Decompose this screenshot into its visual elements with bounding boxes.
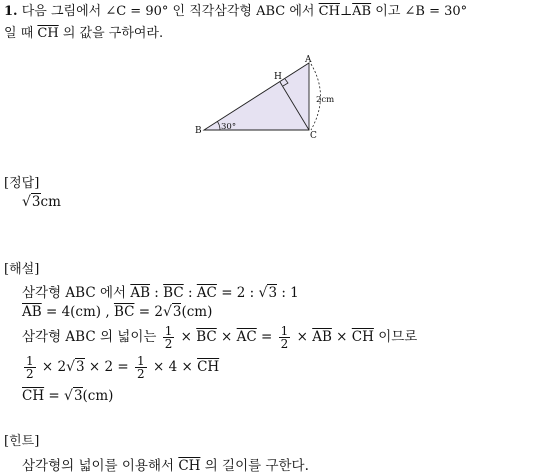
segment-ac: $\overline{AC}$ bbox=[236, 329, 257, 345]
sqrt: √3 bbox=[64, 388, 83, 404]
solution-line-1: 삼각형 ABC 에서 $\overline{AB}$ : $\overline{BC}$ : $\overline{AC} = 2$ : √3 : 1 bbox=[22, 285, 299, 301]
segment-ch: $\overline{CH}$ bbox=[318, 4, 340, 19]
segment-ab: $\overline{AB}$ bbox=[22, 304, 42, 320]
solution-line-5: $\overline{CH} = √3(cm)$ bbox=[22, 388, 114, 404]
segment-ch: $\overline{CH}$ bbox=[197, 359, 220, 375]
angle-label-30: 30° bbox=[221, 122, 237, 132]
problem-number: 1. bbox=[4, 4, 18, 19]
segment-ch: $\overline{CH}$ bbox=[178, 458, 201, 474]
segment-ab: $\overline{AB}$ bbox=[312, 329, 332, 345]
solution-line-3: 삼각형 ABC 의 넓이는 $\frac{1}{2}$ × $\overline{BC} \times \overline{AC}$ = $\frac{1}{2}$ × $\overline{AB} \times \overline{CH}$ 이므로 bbox=[22, 324, 418, 351]
segment-ac: $\overline{AC}$ bbox=[196, 285, 217, 301]
answer-heading: [정답] bbox=[4, 176, 40, 191]
sqrt: √3 bbox=[66, 359, 85, 375]
segment-ab: $\overline{AB}$ bbox=[352, 4, 372, 19]
answer-unit: cm bbox=[40, 194, 61, 210]
triangle-figure bbox=[190, 55, 350, 145]
fraction-half: $\frac{1}{2}$ bbox=[164, 324, 173, 351]
vertex-label-h: H bbox=[274, 72, 282, 82]
vertex-label-c: C bbox=[310, 131, 317, 141]
problem-text-1b: 이고 ∠B = 30° bbox=[371, 4, 468, 19]
hint-heading: [힌트] bbox=[4, 434, 40, 449]
problem-text-2b: 의 값을 구하여라. bbox=[58, 26, 164, 41]
side-label-2cm: 2cm bbox=[316, 95, 335, 105]
problem-text-1a: 다음 그림에서 ∠C = 90° 인 직각삼각형 ABC 에서 bbox=[21, 4, 319, 19]
segment-bc: $\overline{BC}$ bbox=[196, 329, 217, 345]
problem-line-2 bbox=[4, 26, 163, 42]
solution-line-4: $\frac{1}{2}$ × 2√3 × 2 = $\frac{1}{2}$ × $4 \times \overline{CH}$ bbox=[26, 354, 220, 381]
segment-ch: $\overline{CH}$ bbox=[22, 388, 45, 404]
answer-value bbox=[22, 194, 61, 210]
segment-bc: $\overline{BC}$ bbox=[113, 304, 135, 320]
hint-text: 삼각형의 넓이를 이용해서 $\overline{CH}$ 의 길이를 구한다. bbox=[22, 458, 309, 474]
fraction-half: $\frac{1}{2}$ bbox=[26, 354, 34, 381]
sqrt: √3 bbox=[258, 285, 278, 301]
answer-sqrt: √3 bbox=[22, 194, 41, 210]
segment-ab: $\overline{AB}$ bbox=[130, 285, 151, 301]
perp-symbol: ⊥ bbox=[339, 4, 353, 19]
sqrt: √3 bbox=[162, 304, 182, 320]
fraction-half: $\frac{1}{2}$ bbox=[137, 354, 145, 381]
vertex-label-a: A bbox=[305, 55, 312, 65]
problem-line-1 bbox=[4, 4, 467, 20]
fraction-half: $\frac{1}{2}$ bbox=[280, 324, 289, 351]
segment-ch: $\overline{CH}$ bbox=[37, 26, 59, 41]
solution-heading: [해설] bbox=[4, 262, 40, 277]
segment-bc: $\overline{BC}$ bbox=[163, 285, 184, 301]
vertex-label-b: B bbox=[195, 126, 202, 136]
solution-line-2: $\overline{AB} = 4(cm)$ , $\overline{BC} = 2√3(cm)$ bbox=[22, 304, 213, 320]
segment-ch: $\overline{CH}$ bbox=[351, 329, 374, 345]
problem-text-2a: 일 때 bbox=[4, 26, 38, 41]
